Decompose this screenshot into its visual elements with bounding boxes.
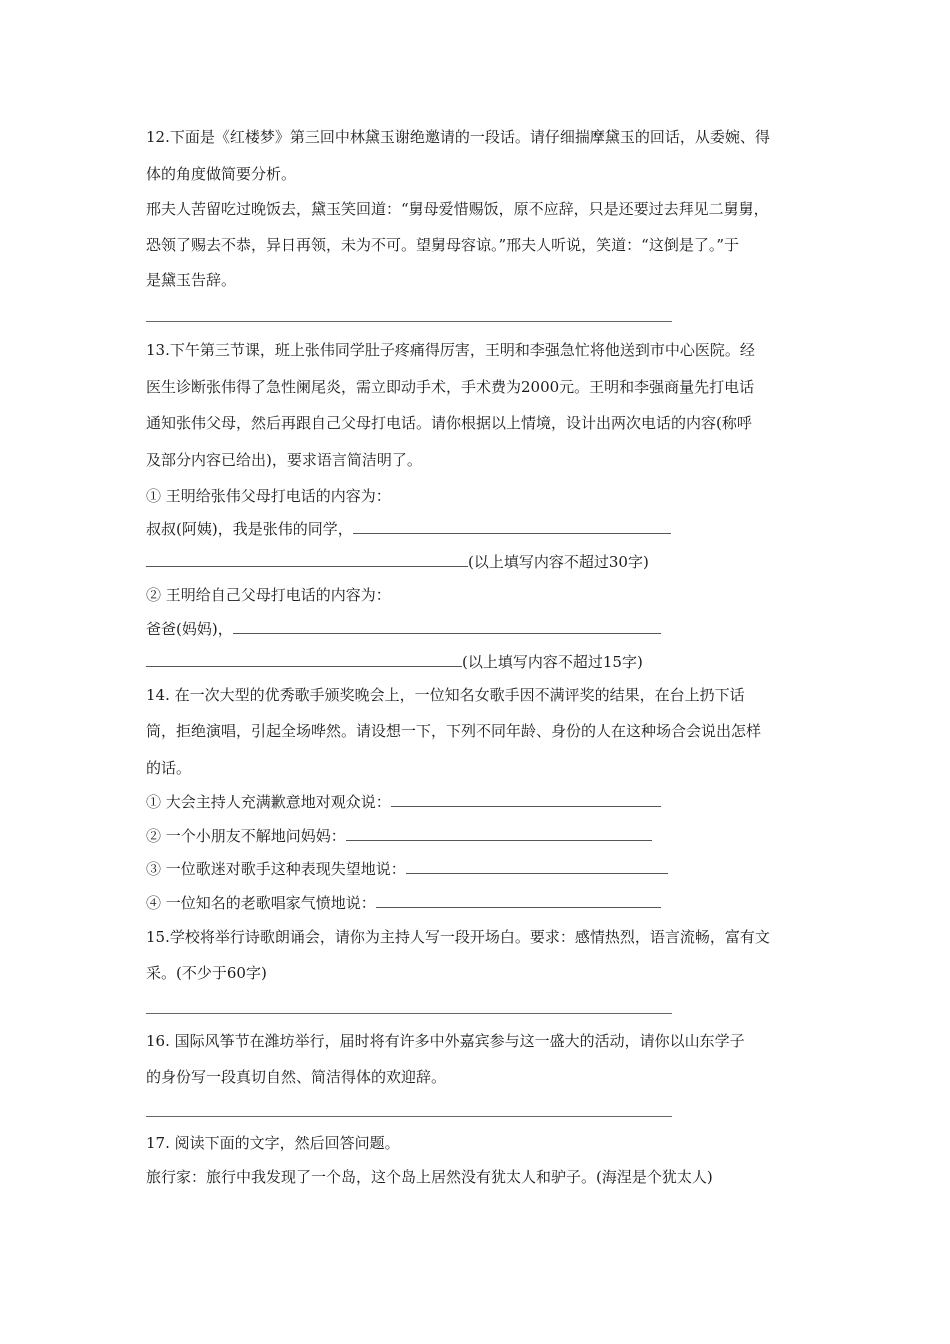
q13-call2-line-2	[146, 652, 643, 672]
q13-call2-line	[146, 619, 661, 639]
q13-call1-line	[146, 519, 671, 539]
q12-prompt-line-2: 体的角度做简要分析。	[146, 165, 297, 183]
q12-answer-line[interactable]	[146, 321, 672, 322]
q13-call1-line-2	[146, 552, 649, 572]
q13-call2-prefix: 爸爸(妈妈)，	[146, 620, 233, 638]
q12-passage-line-1: 邢夫人苦留吃过晚饭去，黛玉笑回道：“舅母爱惜赐饭，原不应辞，只是还要过去拜见二舅舅，	[146, 200, 769, 218]
q14-item-4	[146, 893, 661, 913]
q15-answer-line[interactable]	[146, 1013, 672, 1014]
q12-passage-line-2: 恐领了赐去不恭，异日再领，未为不可。望舅母容谅。”邢夫人听说，笑道：“这倒是了。”于	[146, 236, 740, 254]
q13-call1-blank-1[interactable]	[353, 519, 671, 534]
q14-item-1-blank[interactable]	[391, 792, 661, 807]
q13-call2-label: ② 王明给自己父母打电话的内容为：	[146, 586, 391, 604]
q14-item-2	[146, 826, 652, 846]
q14-item-4-label: ④ 一位知名的老歌唱家气愤地说：	[146, 894, 376, 912]
q14-prompt-line-2: 筒，拒绝演唱，引起全场哗然。请设想一下，下列不同年龄、身份的人在这种场合会说出怎样	[146, 722, 762, 740]
q13-call1-note: (以上填写内容不超过30字)	[468, 553, 649, 571]
q15-prompt-line-2: 采。(不少于60字)	[146, 964, 267, 982]
q13-prompt-line-1: 13.下午第三节课，班上张伟同学肚子疼痛得厉害，王明和李强急忙将他送到市中心医院。经	[146, 341, 755, 359]
q12-prompt-line-1: 12.下面是《红楼梦》第三回中林黛玉谢绝邀请的一段话。请仔细揣摩黛玉的回话，从委婉、得	[146, 128, 770, 146]
q14-item-2-blank[interactable]	[346, 826, 652, 841]
q13-call1-prefix: 叔叔(阿姨)，我是张伟的同学，	[146, 520, 353, 538]
q13-call2-blank-1[interactable]	[233, 619, 661, 634]
q14-item-2-label: ② 一个小朋友不解地问妈妈：	[146, 827, 346, 845]
q14-item-3	[146, 859, 668, 879]
q14-item-3-blank[interactable]	[406, 859, 668, 874]
q13-call2-blank-2[interactable]	[146, 652, 462, 667]
q13-prompt-line-4: 及部分内容已给出)，要求语言简洁明了。	[146, 451, 422, 469]
q16-prompt-line-2: 的身份写一段真切自然、简洁得体的欢迎辞。	[146, 1068, 447, 1086]
q17-passage-line-1: 旅行家：旅行中我发现了一个岛，这个岛上居然没有犹太人和驴子。(海涅是个犹太人)	[146, 1168, 713, 1186]
q14-item-1-label: ① 大会主持人充满歉意地对观众说：	[146, 793, 391, 811]
q12-passage-line-3: 是黛玉告辞。	[146, 271, 237, 289]
q17-prompt-line-1: 17. 阅读下面的文字，然后回答问题。	[146, 1134, 400, 1152]
q14-item-1	[146, 792, 661, 812]
q13-call2-note: (以上填写内容不超过15字)	[462, 653, 643, 671]
q15-prompt-line-1: 15.学校将举行诗歌朗诵会，请你为主持人写一段开场白。要求：感情热烈，语言流畅，富有文	[146, 928, 770, 946]
q14-item-3-label: ③ 一位歌迷对歌手这种表现失望地说：	[146, 860, 406, 878]
q14-item-4-blank[interactable]	[376, 893, 661, 908]
q13-call1-label: ① 王明给张伟父母打电话的内容为：	[146, 487, 391, 505]
q14-prompt-line-3: 的话。	[146, 759, 192, 777]
q13-prompt-line-2: 医生诊断张伟得了急性阑尾炎，需立即动手术，手术费为2000元。王明和李强商量先打电话	[146, 378, 755, 396]
q13-call1-blank-2[interactable]	[146, 552, 468, 567]
q13-prompt-line-3: 通知张伟父母，然后再跟自己父母打电话。请你根据以上情境，设计出两次电话的内容(称呼	[146, 414, 752, 432]
q14-prompt-line-1: 14. 在一次大型的优秀歌手颁奖晚会上，一位知名女歌手因不满评奖的结果，在台上扔下话	[146, 686, 745, 704]
q16-answer-line[interactable]	[146, 1116, 672, 1117]
q16-prompt-line-1: 16. 国际风筝节在潍坊举行，届时将有许多中外嘉宾参与这一盛大的活动，请你以山东学子	[146, 1032, 745, 1050]
